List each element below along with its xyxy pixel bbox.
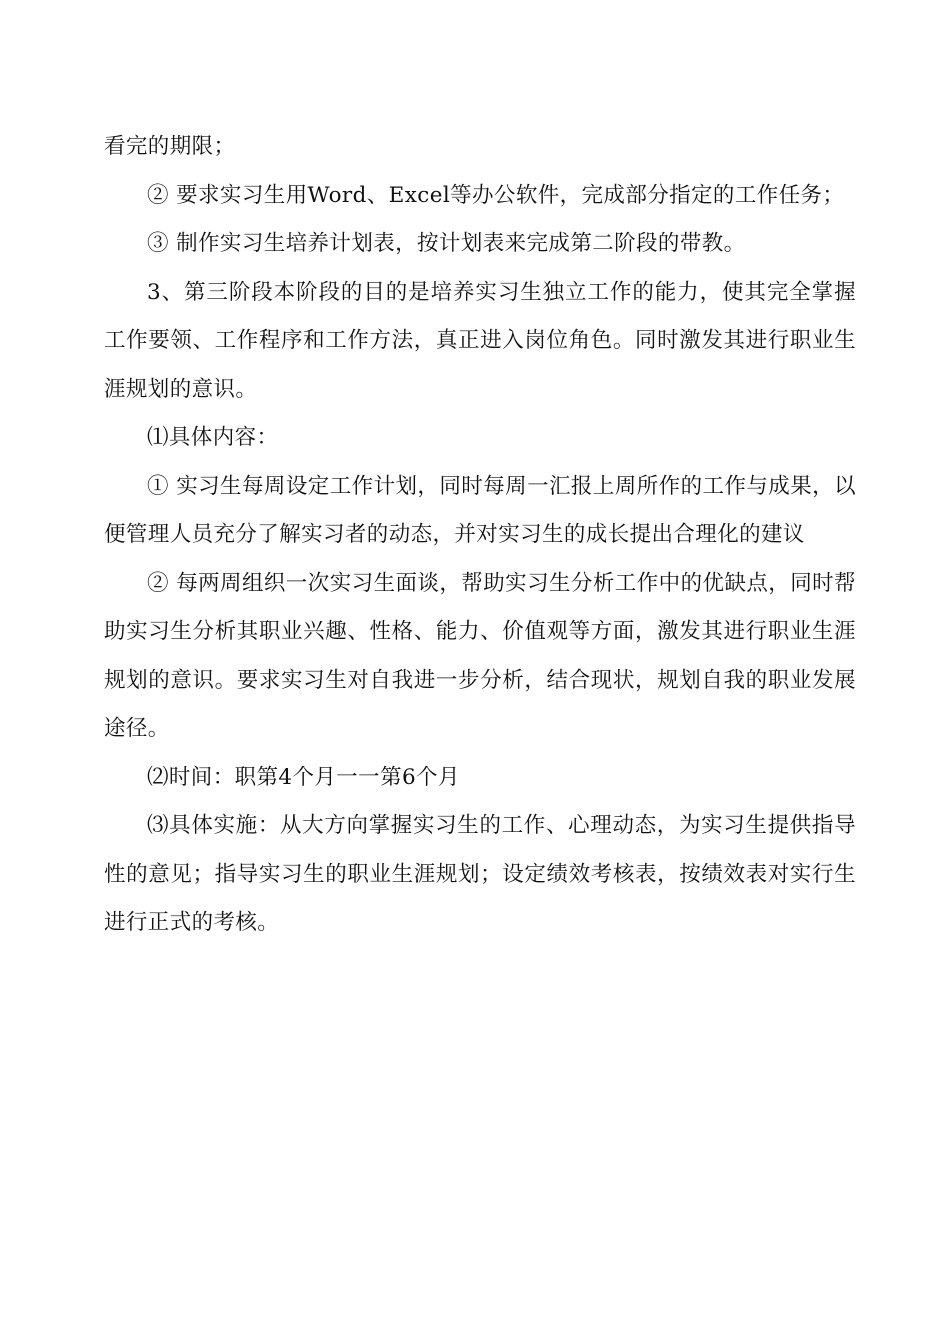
paragraph-deadline: 看完的期限； <box>104 134 236 159</box>
paragraph-biweekly-interview: ② 每两周组织一次实习生面谈，帮助实习生分析工作中的优缺点，同时帮助实习生分析其职业兴趣、性格、能力、价值观等方面，激发其进行职业生涯规划的意识。要求实习生对自我进一步分析，结合现状，规划自我的职业发展途径。 <box>104 570 856 741</box>
paragraph-training-plan: ③ 制作实习生培养计划表，按计划表来完成第二阶段的带教。 <box>147 231 746 256</box>
paragraph-implementation: ⑶具体实施：从大方向掌握实习生的工作、心理动态，为实习生提供指导性的意见；指导实习生的职业生涯规划；设定绩效考核表，按绩效表对实行生进行正式的考核。 <box>104 813 856 935</box>
paragraph-time-range: ⑵时间：职第4个月一一第6个月 <box>147 764 460 790</box>
paragraph-stage-three-goal: 3、第三阶段本阶段的目的是培养实习生独立工作的能力，使其完全掌握工作要领、工作程序和工作方法，真正进入岗位角色。同时激发其进行职业生涯规划的意识。 <box>104 279 856 402</box>
paragraph-specific-content-heading: ⑴具体内容： <box>147 425 279 450</box>
paragraph-weekly-plan: ① 实习生每周设定工作计划，同时每周一汇报上周所作的工作与成果，以便管理人员充分了解实习者的动态，并对实习生的成长提出合理化的建议 <box>104 473 856 547</box>
document-body <box>104 123 856 948</box>
paragraph-office-software-task: ② 要求实习生用Word、Excel等办公软件，完成部分指定的工作任务； <box>147 182 845 208</box>
